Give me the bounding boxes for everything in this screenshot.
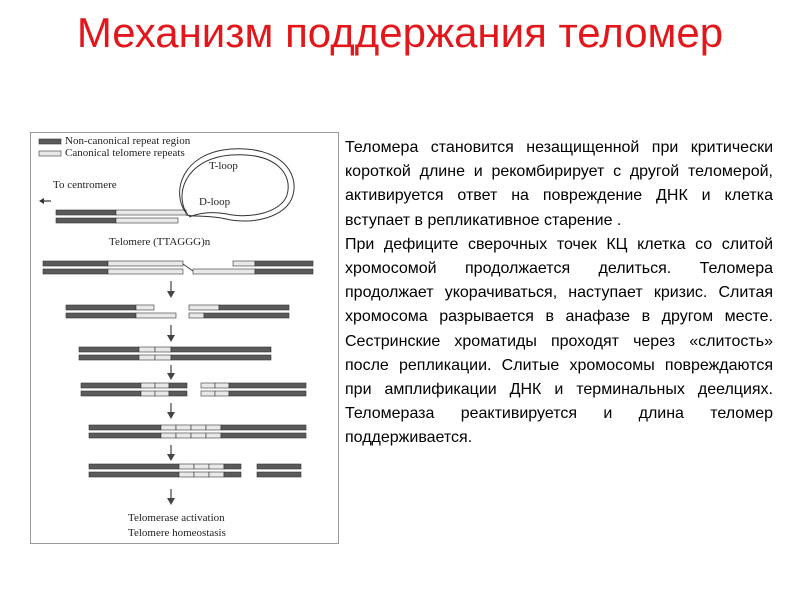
- telomerase-activation-label: Telomerase activation: [128, 512, 225, 524]
- row-4-breakage: [81, 383, 306, 396]
- row-5-bridge-cycle: [89, 425, 306, 438]
- legend-canonical-label: Canonical telomere repeats: [65, 147, 185, 159]
- d-loop-label: D-loop: [199, 196, 231, 208]
- telomere-homeostasis-label: Telomere homeostasis: [128, 527, 226, 539]
- row-2-recombination: [66, 305, 289, 318]
- legend-noncanonical-swatch: [39, 139, 61, 144]
- row-1-unprotected: [43, 261, 313, 274]
- paragraph-2: При дефиците сверочных точек КЦ клетка со слитой хромосомой продолжается делиться. Теломера продолжает укорачиваться, наступает кризис. Слитая хромосома разрывается в анафазе в другом месте. Сестринские хроматиды проходят через «слитость» после репликации. Слитые хромосомы повреждаются при амплификации ДНК и терминальных деелциях. Теломераза реактивируется и длина теломер поддерживается.: [345, 235, 773, 447]
- down-arrow-icon: [167, 445, 175, 461]
- down-arrow-icon: [167, 489, 175, 505]
- row-6-amplification: [89, 464, 301, 477]
- row-3-fused-chromosome: [79, 347, 271, 360]
- telomere-label: Telomere (TTAGGG)n: [109, 236, 211, 248]
- to-centromere-label: To centromere: [53, 179, 117, 191]
- slide-title: Механизм поддержания теломер: [76, 9, 724, 56]
- telomere-mechanism-figure: [30, 132, 339, 544]
- t-loop-label: T-loop: [209, 160, 238, 172]
- description-text: [345, 136, 773, 451]
- left-arrow-icon: [39, 198, 51, 204]
- down-arrow-icon: [167, 403, 175, 419]
- paragraph-1: Теломера становится незащищенной при критически короткой длине и рекомбирирует с другой теломерой, активируется ответ на повреждение ДНК и клетка вступает в репликативное старение .: [345, 139, 773, 229]
- down-arrow-icon: [167, 281, 175, 298]
- legend-noncanonical-label: Non-canonical repeat region: [65, 135, 191, 147]
- figure-canvas: [31, 133, 338, 543]
- down-arrow-icon: [167, 325, 175, 342]
- down-arrow-icon: [167, 365, 175, 380]
- legend-canonical-swatch: [39, 151, 61, 156]
